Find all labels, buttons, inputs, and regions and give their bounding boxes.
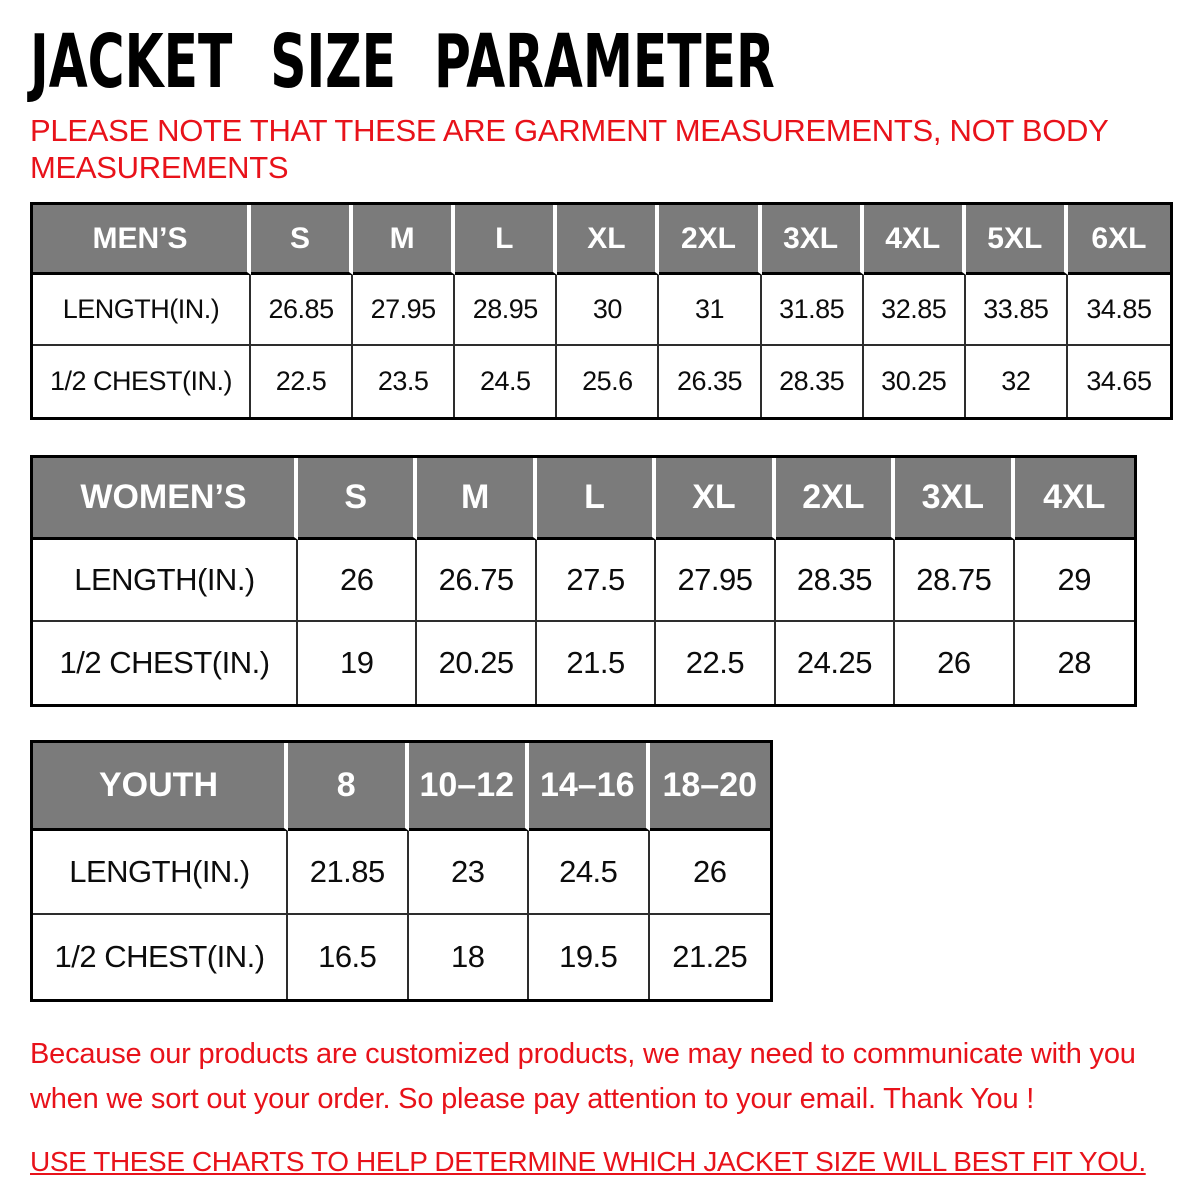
size-header-cell: 14–16 [529,743,650,831]
fit-instruction: USE THESE CHARTS TO HELP DETERMINE WHICH JACKET SIZE WILL BEST FIT YOU. [30,1146,1146,1177]
value-cell: 27.95 [656,540,775,622]
size-table-womens [30,455,1137,707]
table-row [33,346,1170,417]
value-cell: 31.85 [762,275,864,346]
customization-note [30,1032,1200,1122]
value-cell: 21.25 [672,939,748,974]
row-label-cell: LENGTH(IN.) [33,275,251,346]
note-line-1: PLEASE NOTE THAT THESE ARE GARMENT MEASUREMENTS, NOT BODY [30,113,1109,148]
value-cell: 34.85 [1068,275,1170,346]
row-label-cell: 1/2 CHEST(IN.) [33,915,288,999]
size-table-mens [30,202,1173,420]
size-header-cell: L [537,458,656,540]
value-cell: 26 [298,540,417,622]
youth-size-table-container [30,740,1200,1002]
value-cell: 19 [298,622,417,704]
value-cell: 28.35 [762,346,864,417]
size-header-cell: L [455,205,557,275]
value-cell: 29 [1015,540,1134,622]
value-cell: 21.5 [537,622,656,704]
table-row [33,540,1134,622]
table-group-cell-womens: WOMEN’S [33,458,298,540]
size-header-cell: 3XL [895,458,1014,540]
value-cell: 34.65 [1086,366,1152,396]
note-line-2: MEASUREMENTS [30,150,289,185]
row-label-cell: LENGTH(IN.) [33,540,298,622]
value-cell: 21.85 [288,831,409,915]
value-cell: 32.85 [864,275,966,346]
value-cell: 22.5 [656,622,775,704]
header-row [33,458,1134,540]
value-cell: 31 [659,275,761,346]
size-header-cell: 8 [288,743,409,831]
table-row [33,275,1170,346]
table-group-cell-youth: YOUTH [33,743,288,831]
value-cell: 23 [409,831,530,915]
size-header-cell: 4XL [1015,458,1134,540]
value-cell: 24.5 [455,346,557,417]
value-cell: 28 [1057,645,1091,680]
value-cell: 28.75 [895,540,1014,622]
size-header-cell: 2XL [776,458,895,540]
value-cell: 28.95 [455,275,557,346]
row-label-cell: 1/2 CHEST(IN.) [33,622,298,704]
value-cell: 19.5 [529,915,650,999]
size-header-cell: 5XL [966,205,1068,275]
value-cell: 27.5 [537,540,656,622]
value-cell: 26.35 [659,346,761,417]
customization-note-line-1: Because our products are customized products, we may need to communicate with you [30,1038,1136,1070]
size-table-youth [30,740,773,1002]
table-row [33,915,770,999]
value-cell: 32 [966,346,1068,417]
table-row [33,622,1134,704]
size-header-cell: XL [656,458,775,540]
size-header-cell: 4XL [864,205,966,275]
header-row [33,205,1170,275]
size-header-cell: S [298,458,417,540]
size-header-cell: M [417,458,536,540]
row-label-cell: 1/2 CHEST(IN.) [33,346,251,417]
value-cell: 23.5 [353,346,455,417]
value-cell: 24.5 [529,831,650,915]
header-row [33,743,770,831]
size-header-cell: M [353,205,455,275]
table-group-cell-mens: MEN’S [33,205,251,275]
page-title: JACKET SIZE PARAMETER [30,19,775,105]
value-cell: 26.75 [417,540,536,622]
value-cell: 26 [650,831,771,915]
value-cell: 25.6 [557,346,659,417]
womens-size-table-container [30,455,1200,707]
value-cell: 24.25 [776,622,895,704]
size-header-cell: 3XL [762,205,864,275]
value-cell: 26.85 [251,275,353,346]
value-cell: 28.35 [776,540,895,622]
size-header-cell: S [251,205,353,275]
size-header-cell: XL [557,205,659,275]
value-cell: 30.25 [864,346,966,417]
value-cell: 22.5 [251,346,353,417]
value-cell: 30 [557,275,659,346]
value-cell: 33.85 [966,275,1068,346]
value-cell: 27.95 [353,275,455,346]
mens-size-table-container [30,202,1200,420]
size-header-cell: 18–20 [650,743,771,831]
size-header-cell: 6XL [1068,205,1170,275]
size-header-cell: 10–12 [409,743,530,831]
value-cell: 20.25 [417,622,536,704]
size-header-cell: 2XL [659,205,761,275]
value-cell: 16.5 [288,915,409,999]
row-label-cell: LENGTH(IN.) [33,831,288,915]
customization-note-line-2: when we sort out your order. So please pay attention to your email. Thank You ! [30,1083,1035,1115]
table-row [33,831,770,915]
value-cell: 26 [895,622,1014,704]
garment-measurement-note [30,112,1200,186]
value-cell: 18 [409,915,530,999]
